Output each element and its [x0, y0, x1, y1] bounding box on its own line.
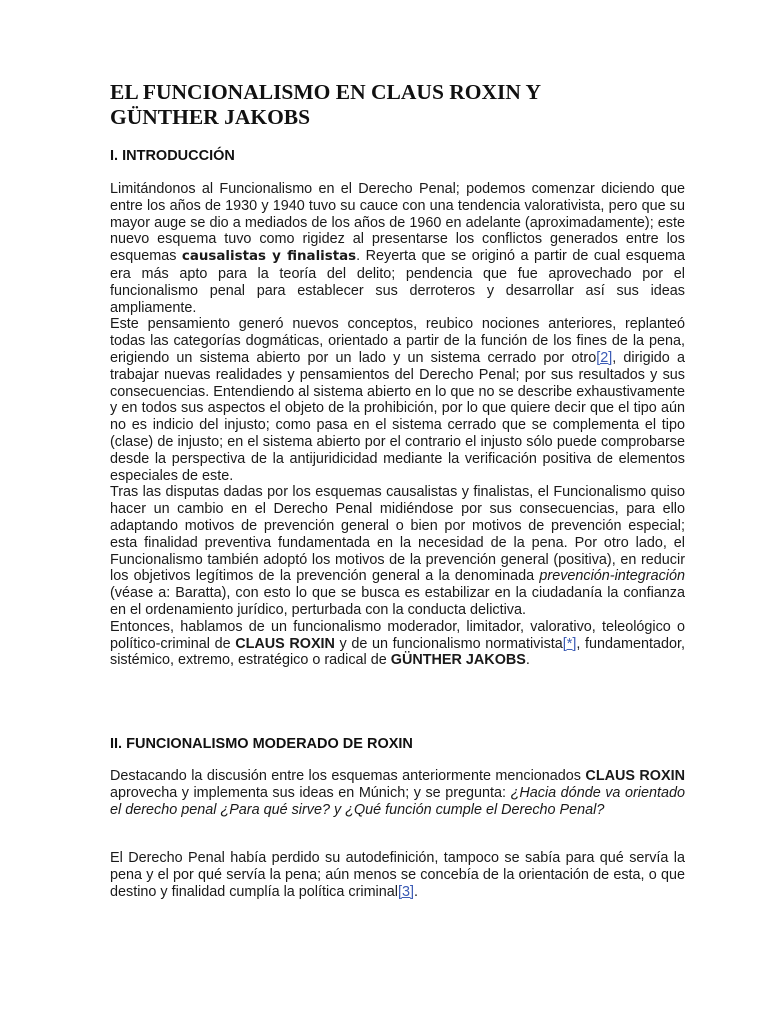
bold-name: GÜNTHER JAKOBS: [390, 652, 526, 669]
paragraph: Este pensamiento generó nuevos conceptos, reubico nociones anteriores, replanteó todas las categorías dogmáticas, orientado a partir de la función de los fines de la pena, erigiendo un sistema abierto por un lado y un sistema cerrado por otro[2], dirigido a trabajar nuevas realidades y pensamientos del Derecho Penal; por sus resultados y sus consecuencias. Entendiendo al sistema abierto en lo que no se describe exhaustivamente y en todos sus aspectos el objeto de la prohibición, por lo que quiere decir que el tipo aún no es indicio del injusto; como pasa en el sistema cerrado que se complementa el tipo (clase) de injusto; en el sistema abierto por el contrario el injusto sólo puede comprobarse desde la perspectiva de la antijuridicidad mediante la verificación positiva de elementos especiales de este.: [110, 316, 685, 484]
bold-term: causalistas y finalistas: [181, 249, 357, 265]
title-line-1: EL FUNCIONALISMO EN CLAUS ROXIN Y: [110, 80, 542, 104]
italic-term: prevención-integración: [539, 568, 685, 585]
footnote-link-star[interactable]: [*]: [562, 635, 577, 652]
section-body-introduccion: [110, 181, 685, 669]
footnote-link-3[interactable]: [3]: [397, 883, 414, 900]
paragraph: El Derecho Penal había perdido su autodefinición, tampoco se sabía para qué servía la pena y el por qué servía la pena; aún menos se concebía de la orientación de esta, o que destino y finalidad cumplía la política criminal[3].: [110, 850, 685, 900]
italic-question: ¿Hacia dónde va orientado el derecho penal ¿Para qué sirve? y ¿Qué función cumple el Derecho Penal?: [110, 784, 685, 818]
paragraph: Destacando la discusión entre los esquemas anteriormente mencionados CLAUS ROXIN aprovecha y implementa sus ideas en Múnich; y se pregunta: ¿Hacia dónde va orientado el derecho penal ¿Para qué sirve? y ¿Qué función cumple el Derecho Penal?: [110, 768, 685, 818]
paragraph: Tras las disputas dadas por los esquemas causalistas y finalistas, el Funcionalismo quiso hacer un cambio en el Derecho Penal midiéndose por sus consecuencias, para ello adaptando motivos de prevención general o bien por motivos de prevención especial; esta finalidad preventiva fundamentada en la necesidad de la pena. Por otro lado, el Funcionalismo también adoptó los motivos de la prevención general (positiva), en reducir los objetivos legítimos de la prevención general a la denominada prevención-integración (véase a: Baratta), con esto lo que se busca es estabilizar en la ciudadanía la confianza en el ordenamiento jurídico, perturbada con la conducta delictiva.: [110, 484, 685, 618]
bold-name: CLAUS ROXIN: [585, 768, 685, 784]
section-heading-introduccion: I. INTRODUCCIÓN: [110, 148, 235, 164]
section-body-funcionalismo-moderado: [110, 768, 685, 818]
paragraph: Entonces, hablamos de un funcionalismo moderador, limitador, valorativo, teleológico o político-criminal de CLAUS ROXIN y de un funcionalismo normativista[*], fundamentador, sistémico, extremo, estratégico o radical de GÜNTHER JAKOBS.: [110, 618, 686, 669]
paragraph: Limitándonos al Funcionalismo en el Derecho Penal; podemos comenzar diciendo que entre los años de 1930 y 1940 tuvo su cauce con una tendencia valorativista, pero que su mayor auge se dio a mediados de los años de 1960 en adelante (aproximadamente); este nuevo esquema tuvo como rigidez al presentarse los conflictos generados entre los esquemas causalistas y finalistas. Reyerta que se originó a partir de cual esquema era más apto para la teoría del delito; pendencia que fue aprovechado por el funcionalismo penal para establecer sus derroteros y desarrollar así sus ideas ampliamente.: [110, 181, 685, 316]
bold-name: CLAUS ROXIN: [235, 635, 335, 652]
document-title: [110, 80, 670, 130]
section-body-funcionalismo-moderado-p2: [110, 850, 685, 900]
footnote-link-2[interactable]: [2]: [596, 349, 613, 366]
title-line-2: GÜNTHER JAKOBS: [110, 105, 311, 129]
section-heading-funcionalismo-moderado: II. FUNCIONALISMO MODERADO DE ROXIN: [110, 736, 413, 752]
